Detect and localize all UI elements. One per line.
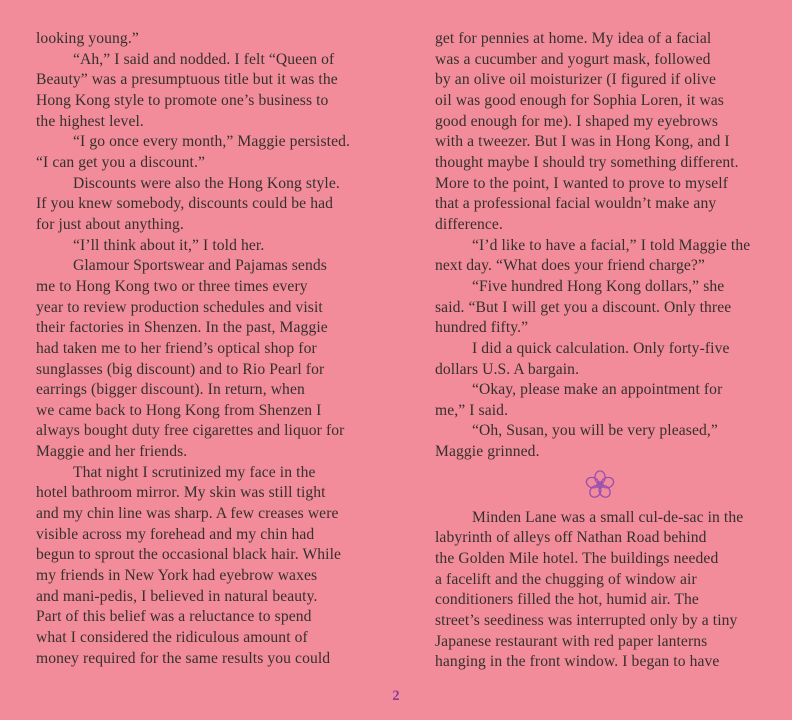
text-line: sunglasses (big discount) and to Rio Pearl for (36, 360, 325, 378)
text-line: street’s seediness was interrupted only by a tiny (435, 612, 738, 630)
text-line: year to review production schedules and visit (36, 298, 323, 316)
text-line: oil was good enough for Sophia Loren, it was (435, 91, 724, 109)
text-line: for just about anything. (36, 215, 184, 233)
text-line: Beauty” was a presumptuous title but it was the (36, 71, 338, 89)
text-line: always bought duty free cigarettes and liquor for (36, 422, 345, 440)
text-line: “I’d like to have a facial,” I told Maggie the (472, 236, 751, 254)
text-line: next day. “What does your friend charge?” (435, 257, 705, 275)
text-line: hotel bathroom mirror. My skin was still tight (36, 484, 326, 502)
page-number: 2 (392, 688, 400, 704)
text-line: we came back to Hong Kong from Shenzen I (36, 401, 322, 419)
text-line: Hong Kong style to promote one’s business to (36, 91, 329, 109)
right-text-column (435, 29, 765, 673)
text-line: that a professional facial wouldn’t make any (435, 195, 717, 213)
text-line: had taken me to her friend’s optical shop for (36, 339, 317, 357)
text-line: what I considered the ridiculous amount of (36, 629, 308, 647)
text-line: “I’ll think about it,” I told her. (73, 236, 265, 254)
text-line: me,” I said. (435, 401, 509, 419)
text-line: hundred fifty.” (435, 319, 529, 337)
text-line: Maggie grinned. (435, 443, 540, 461)
text-line: hanging in the front window. I began to have (435, 653, 720, 671)
flower-ornament-icon (584, 469, 616, 501)
text-line: conditioners filled the hot, humid air. The (435, 591, 699, 609)
text-line: me to Hong Kong two or three times every (36, 277, 308, 295)
section-divider (435, 463, 765, 508)
left-text-column (36, 29, 370, 669)
text-line: “Okay, please make an appointment for (472, 381, 723, 399)
text-line: earrings (bigger discount). In return, when (36, 381, 305, 399)
right-column-block-1 (435, 29, 765, 463)
text-line: looking young.” (36, 30, 139, 47)
text-line: visible across my forehead and my chin had (36, 525, 315, 543)
text-line: That night I scrutinized my face in the (73, 463, 316, 481)
text-line: said. “But I will get you a discount. Only three (435, 298, 732, 316)
text-line: get for pennies at home. My idea of a facial (435, 30, 712, 47)
text-line: “Ah,” I said and nodded. I felt “Queen of (73, 50, 335, 68)
right-column-block-2 (435, 508, 765, 673)
text-line: Part of this belief was a reluctance to spend (36, 608, 312, 626)
text-line: Maggie and her friends. (36, 443, 188, 461)
text-line: Minden Lane was a small cul-de-sac in the (472, 508, 744, 526)
text-line: their factories in Shenzen. In the past, Maggie (36, 319, 328, 337)
text-line: More to the point, I wanted to prove to myself (435, 174, 729, 192)
text-line: “Oh, Susan, you will be very pleased,” (472, 422, 718, 440)
text-line: was a cucumber and yogurt mask, followed (435, 50, 711, 68)
text-line: labyrinth of alleys off Nathan Road behind (435, 529, 707, 547)
text-line: the highest level. (36, 112, 144, 130)
text-line: the Golden Mile hotel. The buildings needed (435, 550, 719, 568)
text-line: If you knew somebody, discounts could be had (36, 195, 334, 213)
text-line: “Five hundred Hong Kong dollars,” she (472, 277, 725, 295)
text-line: I did a quick calculation. Only forty-five (472, 339, 730, 357)
text-line: with a tweezer. But I was in Hong Kong, and I (435, 133, 730, 151)
text-line: thought maybe I should try something different. (435, 153, 739, 171)
text-line: Discounts were also the Hong Kong style. (73, 174, 340, 192)
text-line: a facelift and the chugging of window air (435, 570, 697, 588)
text-line: good enough for me). I shaped my eyebrows (435, 112, 718, 130)
text-line: Glamour Sportswear and Pajamas sends (73, 257, 327, 275)
text-line: my friends in New York had eyebrow waxes (36, 567, 318, 585)
text-line: “I can get you a discount.” (36, 153, 205, 171)
text-line: and mani-pedis, I believed in natural beauty. (36, 587, 318, 605)
text-line: begun to sprout the occasional black hair. While (36, 546, 342, 564)
text-line: and my chin line was sharp. A few creases were (36, 505, 339, 523)
text-line: dollars U.S. A bargain. (435, 360, 580, 378)
text-line: by an olive oil moisturizer (I figured if olive (435, 71, 716, 89)
text-line: money required for the same results you could (36, 649, 331, 667)
text-line: difference. (435, 215, 503, 233)
text-line: Japanese restaurant with red paper lanterns (435, 632, 708, 650)
text-line: “I go once every month,” Maggie persisted. (73, 133, 350, 151)
